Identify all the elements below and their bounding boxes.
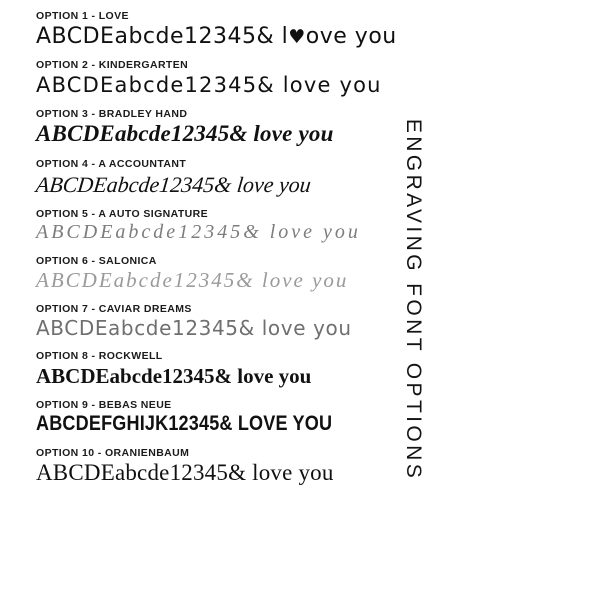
font-option-sample: ABCDEFGHIJK12345& LOVE YOU xyxy=(36,412,333,436)
font-sample-text: ABCDEabcde12345& l xyxy=(36,23,289,49)
font-option-sample: ABCDEabcde12345& love you xyxy=(36,72,382,97)
font-option-2 xyxy=(36,59,506,96)
font-options-list xyxy=(36,10,506,497)
font-option-sample: ABCDEabcde12345& love you xyxy=(36,315,352,340)
font-option-3 xyxy=(36,108,506,147)
font-option-label: OPTION 6 - SALONICA xyxy=(36,254,157,267)
font-option-label: OPTION 2 - KINDERGARTEN xyxy=(36,59,189,72)
font-option-9 xyxy=(36,399,506,436)
font-option-7 xyxy=(36,303,506,339)
font-option-sample: ABCDEabcde12345& love you xyxy=(36,121,334,147)
font-sample-text-tail: ove you xyxy=(305,23,397,49)
heart-icon: ♥ xyxy=(288,25,306,48)
font-option-6 xyxy=(36,255,506,292)
font-option-sample xyxy=(36,25,506,49)
font-option-label: OPTION 4 - A ACCOUNTANT xyxy=(36,158,187,171)
font-option-sample: ABCDEabcde12345& love you xyxy=(36,363,312,388)
font-option-label: OPTION 7 - CAVIAR DREAMS xyxy=(36,303,192,316)
font-option-label: OPTION 10 - ORANIENBAUM xyxy=(36,446,190,459)
font-option-1 xyxy=(36,10,506,48)
font-option-4 xyxy=(36,158,506,197)
font-option-label: OPTION 3 - BRADLEY HAND xyxy=(36,107,188,120)
font-option-sample: ABCDEabcde12345& love you xyxy=(34,171,313,197)
font-option-5 xyxy=(36,208,506,244)
font-option-sample: ABCDEabcde12345& love you xyxy=(36,268,349,293)
font-option-8 xyxy=(36,350,506,387)
font-option-label: OPTION 9 - BEBAS NEUE xyxy=(36,398,172,411)
font-option-label: OPTION 5 - A AUTO SIGNATURE xyxy=(36,207,209,220)
font-option-sample: ABCDEabcde12345& love you xyxy=(36,221,361,244)
font-option-sample: ABCDEabcde12345& love you xyxy=(36,460,334,486)
font-option-10 xyxy=(36,447,506,486)
sheet-side-title: ENGRAVING FONT OPTIONS xyxy=(401,118,425,482)
font-option-label: OPTION 8 - ROCKWELL xyxy=(36,350,163,363)
font-option-label: OPTION 1 - LOVE xyxy=(36,10,129,22)
